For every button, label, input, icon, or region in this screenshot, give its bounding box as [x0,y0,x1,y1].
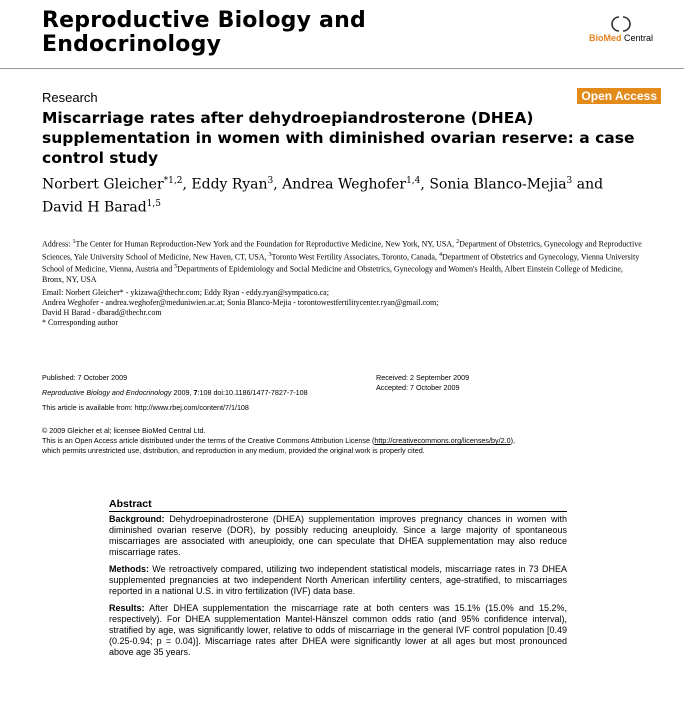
citation-year: 2009, [171,388,194,397]
journal-title [42,9,366,57]
open-access-badge: Open Access [577,88,661,104]
license-text: This is an Open Access article distributed under the terms of the Creative Commons Attribution License ( [42,436,375,445]
author-name: Andrea Weghofer [282,176,407,193]
publication-info [42,373,362,413]
abstract-label: Results: [109,603,145,613]
author-addresses [42,237,644,285]
abstract [109,498,567,664]
citation-volume: 7 [193,388,198,397]
published-date: Published: 7 October 2009 [42,373,128,382]
affiliation-number: 3 [268,251,272,258]
journal-title-line-1: Reproductive Biology and [42,8,366,33]
affiliation-number: 1 [72,239,76,245]
copyright-line: © 2009 Gleicher et al; licensee BioMed Central Ltd. [42,426,206,435]
logo-wordmark [573,33,669,44]
abstract-heading: Abstract [109,498,567,512]
received-accepted [376,373,576,393]
abstract-label: Background: [109,514,165,524]
received-date: Received: 2 September 2009 [376,373,470,382]
biomed-logo-icon [611,15,631,33]
accepted-date: Accepted: 7 October 2009 [376,383,460,392]
affiliation-text: Departments of Epidemiology and Social Medicine and Obstetrics, Gynecology and Women's Health, Albert Einstein College of Medicine, Bronx, NY, USA [42,264,623,284]
abstract-text: We retroactively compared, utilizing two independent statistical models, miscarriage rates in 73 DHEA supplemented pregnancies at two independent North American infertility centers, age-stratified, to miscarriages reported in a national U.S. in vitro fertilization (IVF) data base. [109,564,567,596]
corresponding-author-note: * Corresponding author [42,318,118,327]
email-line: Andrea Weghofer - andrea.weghofer@meduniwien.ac.at; Sonia Blanco-Mejia - torontowestfertilitycenter.ryan@gmail.com; [42,298,439,307]
license-block [42,426,652,456]
author-name: David H Barad [42,199,147,216]
affiliation-text: The Center for Human Reproduction-New York and the Foundation for Reproductive Medicine, New York, NY, USA, [75,239,457,249]
citation-journal: Reproductive Biology and Endocrinology [42,388,172,397]
abstract-methods [109,564,567,597]
author-emails [42,288,644,328]
author-affiliation: 1,4 [406,176,421,186]
biomed-central-logo [573,15,669,44]
author-name: Norbert Gleicher [42,176,164,193]
abstract-results [109,603,567,658]
author-separator: , [420,176,430,193]
author-affiliation: *1,2 [163,176,183,186]
abstract-background [109,514,567,558]
article-section: Research [42,90,98,105]
license-line: which permits unrestricted use, distribution, and reproduction in any medium, provided the original work is properly cited. [42,446,425,455]
affiliation-text: Toronto West Fertility Associates, Toronto, Canada, [271,252,439,262]
abstract-text: Dehydroepinadrosterone (DHEA) supplementation improves pregnancy chances in women with diminished ovarian reserve (DOR), by possibly reducing aneuploidy. Since a large majority of spontaneous miscarriages are associated with aneuploidy, one can speculate that DHEA supplementation may also reduce miscarriage rates. [109,514,567,557]
article-url[interactable]: This article is available from: http://www.rbej.com/content/7/1/108 [42,403,249,412]
author-list [42,172,662,217]
affiliation-text: Department of Obstetrics and Gynecology, Vienna University School of Medicine, Vienna, Austria and [42,252,640,274]
header-divider [0,68,684,69]
journal-title-line-2: Endocrinology [42,32,222,57]
author-affiliation: 3 [566,176,573,186]
logo-suffix: Central [621,33,653,43]
address-label: Address: [42,239,73,249]
abstract-label: Methods: [109,564,149,574]
license-text: ), [510,436,515,445]
author-name: Eddy Ryan [191,176,268,193]
abstract-text: After DHEA supplementation the miscarriage rate at both centers was 15.1% (15.0% and 15.2%, respectively). For DHEA supplementation Mantel-Hänszel common odds ratio (and 95% confidence interval), stratified by age, was significantly lower, relative to odds of miscarriage in the general IVF control population [0.49 (0.25-0.94; p = 0.04)]. Miscarriage rates after DHEA were significantly lower at all ages but most pronounced above age 35 years. [109,603,567,657]
author-name: Sonia Blanco-Mejia [429,176,567,193]
license-line [42,436,652,446]
author-affiliation: 3 [267,176,274,186]
license-link[interactable]: http://creativecommons.org/licenses/by/2.0 [374,436,511,445]
author-affiliation: 1,5 [146,198,161,209]
logo-brand: BioMed [588,33,622,43]
affiliation-text: Department of Obstetrics, Gynecology and Reproductive Sciences, Yale University School of Medicine, New Haven, CT, USA, [42,239,642,262]
article-title: Miscarriage rates after dehydroepiandrosterone (DHEA) supplementation in women with diminished ovarian reserve: a case control study [42,109,635,167]
email-line: David H Barad - dbarad@thechr.com [42,308,162,317]
citation [42,388,362,398]
affiliation-number: 4 [438,251,442,258]
citation-doi: :108 doi:10.1186/1477-7827-7-108 [197,388,308,397]
email-line: Email: Norbert Gleicher* - ykizawa@thechr.com; Eddy Ryan - eddy.ryan@sympatico.ca; [42,288,329,297]
affiliation-number: 2 [456,239,460,245]
author-separator: , [273,176,283,193]
author-separator: and [572,176,604,193]
author-separator: , [182,176,192,193]
affiliation-number: 5 [174,264,178,271]
